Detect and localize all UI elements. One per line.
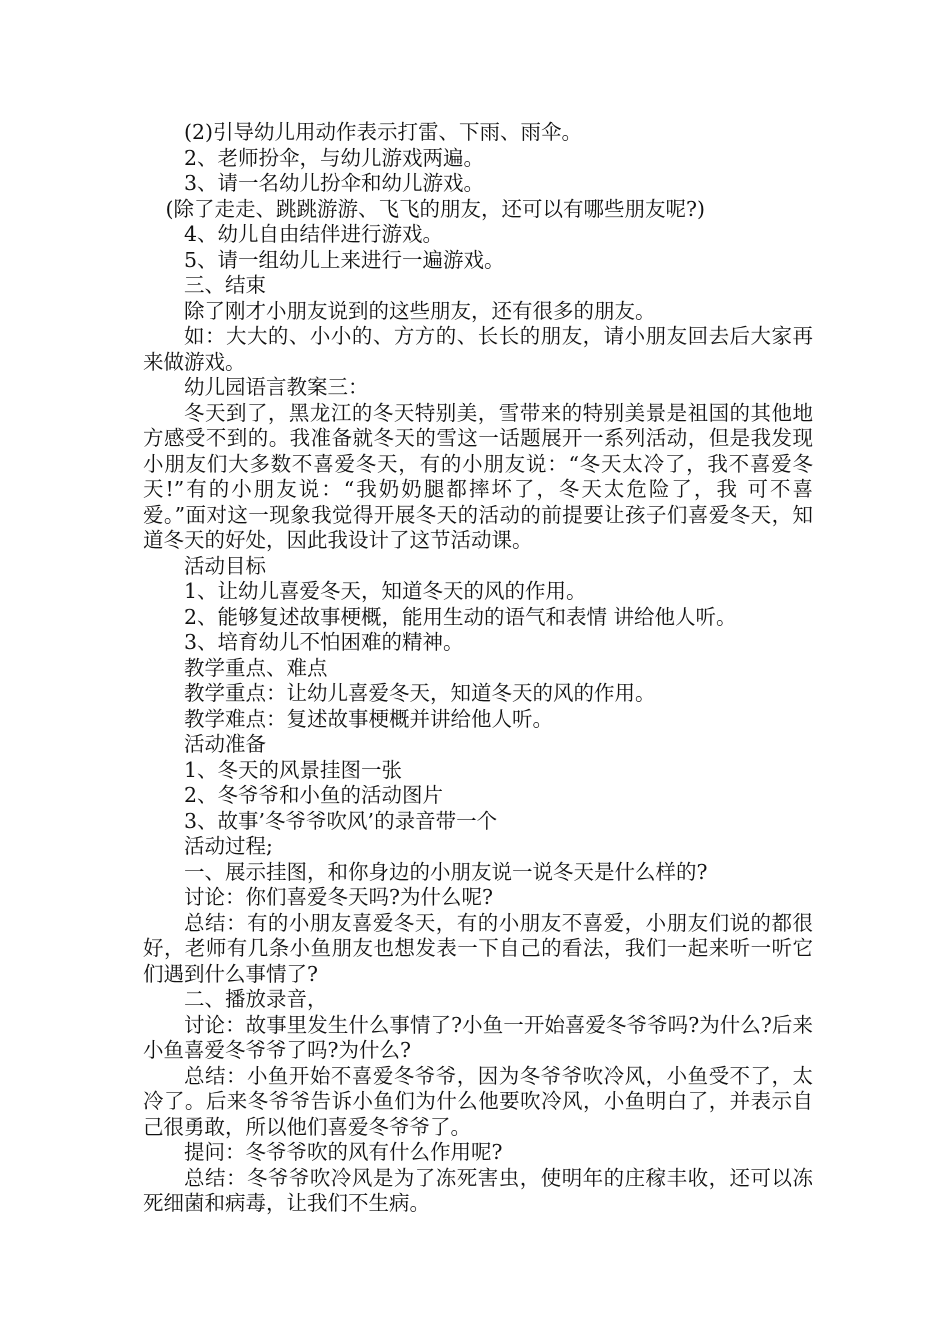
list-item: 1、让幼儿喜爱冬天，知道冬天的风的作用。: [184, 579, 587, 603]
paragraph: (2)引导幼儿用动作表示打雷、下雨、雨伞。: [184, 120, 583, 144]
paragraph: 总结：冬爷爷吹冷风是为了冻死害虫，使明年的庄稼丰收，还可以冻死细菌和病毒，让我们不生病。: [143, 1165, 813, 1215]
paragraph: 二、播放录音，: [184, 987, 328, 1011]
paragraph: 教学难点：复述故事梗概并讲给他人听。: [184, 706, 553, 731]
section-heading: 教学重点、难点: [184, 655, 328, 680]
paragraph: 2、老师扮伞，与幼儿游戏两遍。: [184, 145, 485, 170]
section-heading: 活动过程;: [184, 834, 273, 858]
paragraph: 5、请一组幼儿上来进行一遍游戏。: [184, 247, 505, 272]
paragraph: 3、请一名幼儿扮伞和幼儿游戏。: [184, 171, 485, 195]
paragraph: 总结：有的小朋友喜爱冬天，有的小朋友不喜爱，小朋友们说的都很好，老师有几条小鱼朋友也想发表一下自己的看法，我们一起来听一听它们遇到什么事情了?: [143, 910, 813, 986]
section-heading: 幼儿园语言教案三：: [184, 375, 369, 399]
list-item: 2、能够复述故事梗概，能用生动的语气和表情 讲给他人听。: [184, 604, 737, 629]
section-heading: 活动准备: [184, 732, 266, 756]
section-heading: 三、结束: [184, 273, 266, 297]
paragraph: 如：大大的、小小的、方方的、长长的朋友，请小朋友回去后大家再来做游戏。: [143, 324, 813, 374]
paragraph: (除了走走、跳跳游游、飞飞的朋友，还可以有哪些朋友呢?): [165, 196, 706, 221]
list-item: 1、冬天的风景挂图一张: [184, 757, 403, 782]
paragraph: 一、展示挂图，和你身边的小朋友说一说冬天是什么样的?: [184, 859, 708, 884]
paragraph: 除了刚才小朋友说到的这些朋友，还有很多的朋友。: [184, 298, 656, 323]
paragraph: 4、幼儿自由结伴进行游戏。: [184, 222, 444, 246]
paragraph: 冬天到了，黑龙江的冬天特别美，雪带来的特别美景是祖国的其他地方感受不到的。我准备就冬天的雪这一话题展开一系列活动，但是我发现小朋友们大多数不喜爱冬天，有的小朋友说：“冬天太冷了，我不喜爱冬天!”有的小朋友说：“我奶奶腿都摔坏了，冬天太危险了，我 可不喜爱。”面对这一现象我觉得开展冬天的活动的前提要让孩子们喜爱冬天，知道冬天的好处，因此我设计了这节活动课。: [143, 400, 813, 552]
document-body: [143, 120, 813, 1217]
section-heading: 活动目标: [184, 553, 266, 578]
paragraph: 教学重点：让幼儿喜爱冬天，知道冬天的风的作用。: [184, 681, 656, 705]
list-item: 3、故事’冬爷爷吹风’的录音带一个: [184, 808, 498, 833]
paragraph: 讨论：故事里发生什么事情了?小鱼一开始喜爱冬爷爷吗?为什么?后来小鱼喜爱冬爷爷了吗?为什么?: [143, 1012, 813, 1062]
paragraph: 总结：小鱼开始不喜爱冬爷爷，因为冬爷爷吹冷风，小鱼受不了，太冷了。后来冬爷爷告诉小鱼们为什么他要吹冷风，小鱼明白了，并表示自己很勇敢，所以他们喜爱冬爷爷了。: [143, 1063, 813, 1139]
paragraph: 讨论：你们喜爱冬天吗?为什么呢?: [184, 885, 493, 909]
list-item: 3、培育幼儿不怕困难的精神。: [184, 630, 464, 654]
list-item: 2、冬爷爷和小鱼的活动图片: [184, 783, 444, 807]
paragraph: 提问：冬爷爷吹的风有什么作用呢?: [184, 1140, 503, 1164]
